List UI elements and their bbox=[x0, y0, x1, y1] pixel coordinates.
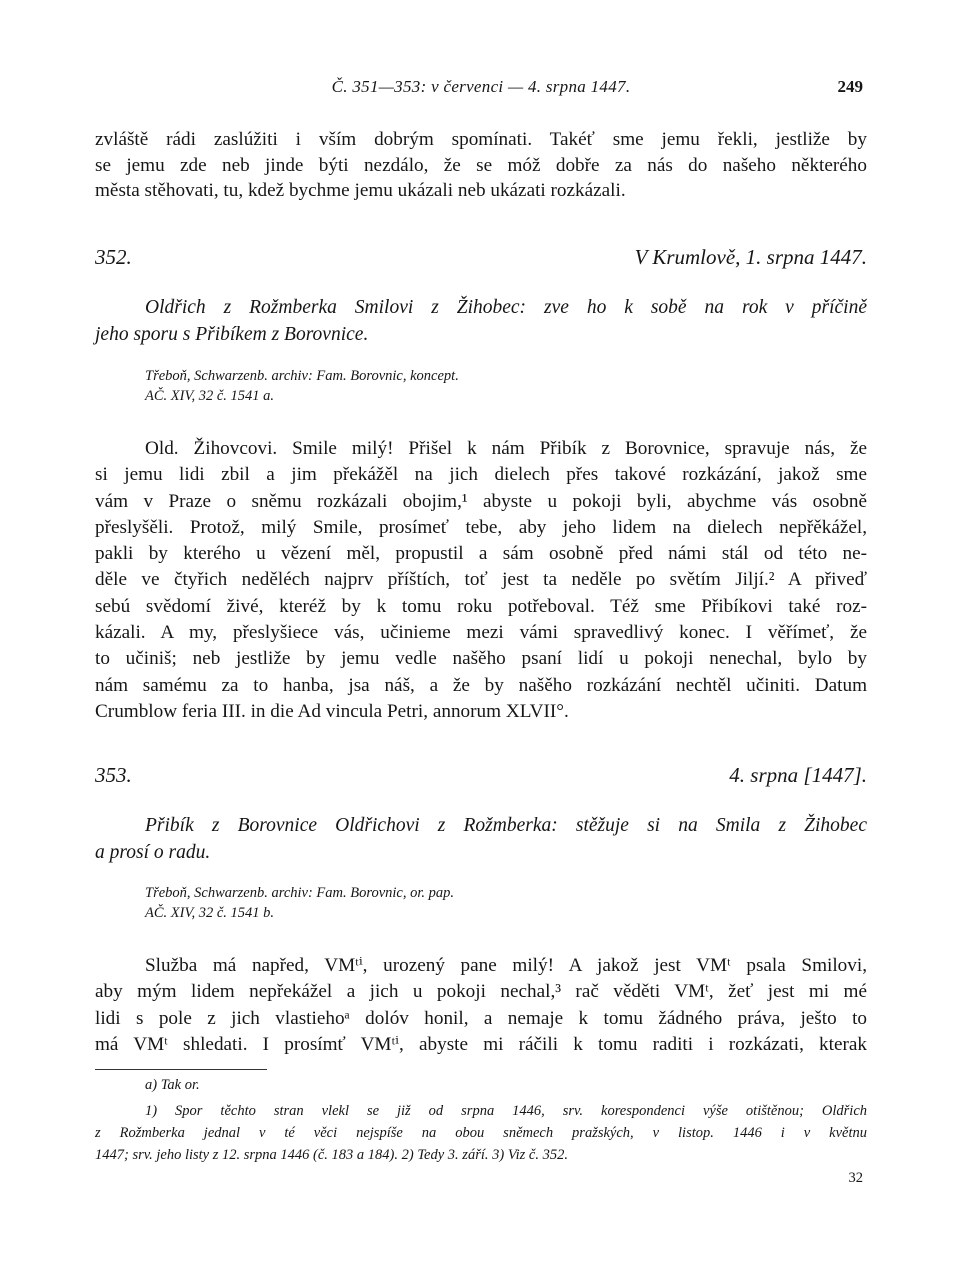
doc353-text bbox=[95, 953, 867, 1058]
source-line: Třeboň, Schwarzenb. archiv: Fam. Borovnic, or. pap. bbox=[145, 885, 455, 901]
text-line: Old. Žihovcovi. Smile milý! Přišel k nám Přibík z Borovnice, spravuje nás, že bbox=[145, 438, 867, 459]
doc352-heading bbox=[95, 245, 867, 275]
doc353-heading bbox=[95, 763, 867, 793]
text-line: Služba má napřed, VMᵗⁱ, urozený pane milý! A jakož jest VMᵗ psala Smilovi, bbox=[145, 955, 867, 976]
text-line: zvláště rádi zaslúžiti i vším dobrým spomínati. Takéť sme jemu řekli, jestliže by bbox=[95, 129, 867, 150]
footnotes bbox=[95, 1074, 867, 1166]
regest-line: Přibík z Borovnice Oldřichovi z Rožmberka: stěžuje si na Smila z Žihobec bbox=[145, 815, 867, 836]
footnote-divider bbox=[95, 1069, 267, 1070]
text-line: má VMᵗ shledati. I prosímť VMᵗⁱ, abyste mi ráčili k tomu raditi i rozkázati, kterak bbox=[95, 1033, 867, 1055]
text-line: si jemu lidi zbil a jim překážěl na jich dielech přes takové rozkázání, jakož sme bbox=[95, 464, 867, 486]
text-line: děle ve čtyřich neděléch najprv příštích, toť jest ta neděle po světím Jiljí.² A přiveď bbox=[95, 569, 867, 591]
regest-line: a prosí o radu. bbox=[95, 842, 211, 863]
running-title: Č. 351—353: v červenci — 4. srpna 1447. bbox=[331, 77, 631, 96]
footnote-a: a) Tak or. bbox=[145, 1077, 200, 1093]
text-line: vám v Praze o sněmu rozkázali obojim,¹ abyste u pokoji byli, abychme vás osobně bbox=[95, 490, 867, 512]
text-line: přeslyšěli. Protož, milý Smile, prosímeť tebe, aby jeho lidem na dielech nepřěkážel, bbox=[95, 516, 867, 538]
footnote-line: z Rožmberka jednal v té věci nejspíše na obou sněmech pražských, v listop. 1446 i v květnu bbox=[95, 1125, 867, 1141]
doc352-regest bbox=[95, 294, 867, 348]
text-line: to učiniš; neb jestliže by jemu vedle našěho psaní lidí u pokoji nenechal, bylo by bbox=[95, 648, 867, 670]
page-number: 249 bbox=[837, 77, 863, 96]
page-header bbox=[95, 77, 867, 103]
regest-line: jeho sporu s Přibíkem z Borovnice. bbox=[95, 324, 369, 345]
source-line: AČ. XIV, 32 č. 1541 b. bbox=[145, 905, 275, 921]
text-line: aby mým lidem nepřekážel a jich u pokoji nechal,³ rač věděti VMᵗ, žeť jest mi mé bbox=[95, 981, 867, 1003]
text-line: města stěhovati, tu, kdež bychme jemu ukázali neb ukázati rozkázali. bbox=[95, 180, 626, 201]
source-line: Třeboň, Schwarzenb. archiv: Fam. Borovnic, koncept. bbox=[145, 368, 459, 384]
text-line: nám samému za to hanba, jsa náš, a že by našěho rozkázání nechtěl učiniti. Datum bbox=[95, 674, 867, 696]
source-line: AČ. XIV, 32 č. 1541 a. bbox=[145, 388, 275, 404]
regest-line: Oldřich z Rožmberka Smilovi z Žihobec: zve ho k sobě na rok v příčině bbox=[145, 297, 867, 318]
document-page bbox=[95, 0, 867, 1264]
text-line: kázali. A my, přeslyšiece vás, učinieme mezi vámi spravedlivý konec. I věřímeť, že bbox=[95, 622, 867, 644]
text-line: pakli by kterého u vězení měl, propustil a sám osobně před námi stál od této ne- bbox=[95, 543, 867, 565]
doc353-source bbox=[145, 883, 454, 923]
continuation-paragraph bbox=[95, 127, 867, 204]
doc352-source bbox=[145, 366, 459, 406]
text-line: sebú svědomí živé, kteréž by k tomu roku potřeboval. Též sme Přibíkovi také roz- bbox=[95, 595, 867, 617]
footnote-line: 1447; srv. jeho listy z 12. srpna 1446 (č. 183 a 184). 2) Tedy 3. září. 3) Viz č. 352. bbox=[95, 1147, 568, 1163]
sheet-signature: 32 bbox=[848, 1170, 863, 1186]
text-line: lidi s pole z jich vlastiehoᵃ dolóv honil, a nemaje k tomu žádného práva, ješto to bbox=[95, 1007, 867, 1029]
text-line: Crumblow feria III. in die Ad vincula Petri, annorum XLVII°. bbox=[95, 700, 569, 722]
doc352-text bbox=[95, 436, 867, 725]
doc352-number: 352. bbox=[95, 245, 132, 269]
doc352-place-date: V Krumlově, 1. srpna 1447. bbox=[634, 245, 867, 269]
text-line: se jemu zde neb jinde býti nezdálo, že se móž dobře za nás do našeho některého bbox=[95, 154, 867, 176]
doc353-regest bbox=[95, 812, 867, 866]
footnote-line: 1) Spor těchto stran vlekl se již od srpna 1446, srv. korespondenci výše otištěnou; Oldřich bbox=[145, 1103, 867, 1119]
doc353-place-date: 4. srpna [1447]. bbox=[729, 763, 867, 787]
doc353-number: 353. bbox=[95, 763, 132, 787]
